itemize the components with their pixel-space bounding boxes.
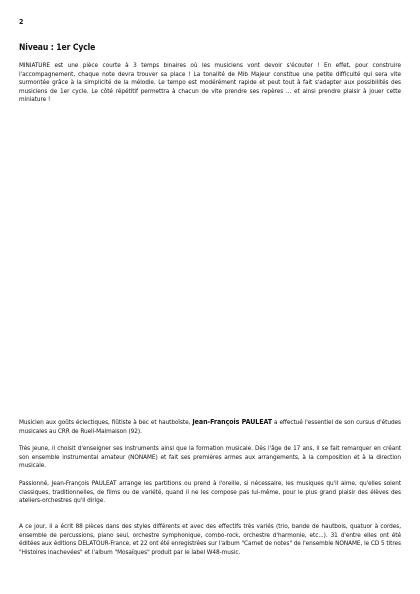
bio-paragraph-2: Très jeune, il choisit d'enseigner ses instruments ainsi que la formation musicale. Dès l'âge de 17 ans, il se fait remarquer en créant son ensemble instrumental amateur (NONAME) et fait ses premières armes aux arrangements, à la composition et à la direction musicale. (19, 444, 401, 470)
page-number: 2 (19, 18, 24, 26)
bio-paragraph-4: A ce jour, il a écrit 88 pièces dans des styles différents et avec des effectifs très variés (trio, bande de hautbois, quatuor à cordes, ensemble de percussions, piano seul, orchestre symphonique, combo-rock, orchestre d'harmonie, etc...). 31 d'entre elles ont été éditées aux éditions DELATOUR-France, et 22 ont été enregistrées sur l'album "Carnet de notes" de l'ensemble NONAME, le CD 5 titres "Histoires inachevées" et l'album "Mosaïques" produit par le label W48-music. (19, 522, 401, 556)
level-title: Niveau : 1er Cycle (19, 43, 96, 53)
bio-text-before-name: Musicien aux goûts éclectiques, flûtiste à bec et hautboïste, (19, 418, 193, 426)
author-name: Jean-François PAULEAT (192, 418, 273, 426)
bio-text-after-name: a effectué l'essentiel de son cursus d'études musicales au CRR de Rueil-Malmaison (92). (19, 418, 401, 435)
bio-paragraph-1 (19, 418, 401, 435)
bio-paragraph-3: Passionné, Jean-François PAULEAT arrange les partitions ou prend à l'oreille, si nécessaire, les musiques qu'il aime, qu'elles soient classiques, traditionnelles, de films ou de variété, quand il ne les compose pas lui-même, pour le plus grand plaisir des élèves des ateliers-orchestres qu'il dirige. (19, 479, 401, 505)
intro-paragraph: MINIATURE est une pièce courte à 3 temps binaires où les musiciens vont devoir s'écouter ! En effet, pour construire l'accompagnement, chaque note devra trouver sa place ! La tonalité de Mib Majeur constitue une petite difficulté qui sera vite surmontée grâce à la simplicité de la mélodie. Le tempo est modérément rapide et peut tout à fait s'adapter aux possibilités des musiciens de 1er cycle. Le côté répétitif permettra à chacun de vite prendre ses repères ... et ainsi prendre plaisir à jouer cette miniature ! (19, 61, 401, 104)
